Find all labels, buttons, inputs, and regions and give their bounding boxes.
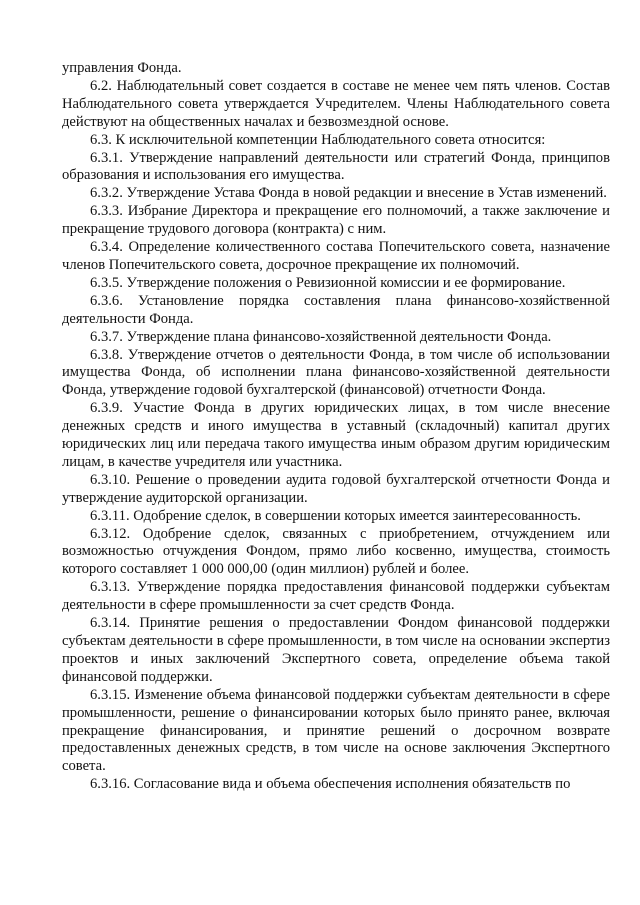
document-page	[62, 60, 610, 794]
document-paragraph: управления Фонда.	[62, 60, 182, 76]
document-paragraph: 6.3.4. Определение количественного состава Попечительского совета, назначение членов Попечительского совета, досрочное прекращение их полномочий.	[62, 239, 610, 273]
document-paragraph: 6.3.11. Одобрение сделок, в совершении которых имеется заинтересованность.	[90, 507, 581, 524]
document-paragraph: 6.3. К исключительной компетенции Наблюдательного совета относится:	[90, 131, 546, 148]
document-paragraph: 6.3.3. Избрание Директора и прекращение его полномочий, а также заключение и прекращение трудового договора (контракта) с ним.	[62, 203, 610, 238]
document-paragraph: 6.3.7. Утверждение плана финансово-хозяйственной деятельности Фонда.	[90, 328, 552, 345]
document-paragraph: 6.3.12. Одобрение сделок, связанных с приобретением, отчуждением или возможностью отчуждения Фондом, прямо либо косвенно, имущества, стоимость которого составляет 1 000 000,00 (один миллион) рублей и более.	[62, 525, 610, 578]
document-paragraph: 6.3.15. Изменение объема финансовой поддержки субъектам деятельности в сфере промышленности, решение о финансировании которых было принято ранее, включая прекращение финансирования, и принятие решений о досрочном возврате предоставленных денежных средств, в том числе на основе заключения Экспертного совета.	[62, 686, 610, 775]
document-paragraph: 6.3.16. Согласование вида и объема обеспечения исполнения обязательств по	[90, 776, 571, 793]
document-paragraph: 6.3.13. Утверждение порядка предоставления финансовой поддержки субъектам деятельности в сфере промышленности за счет средств Фонда.	[62, 579, 610, 614]
document-paragraph: 6.3.9. Участие Фонда в других юридических лицах, в том числе внесение денежных средств и иного имущества в уставный (складочный) капитал других юридических лиц или передача такого имущества иным образом другим юридическим лицам, в качестве учредителя или участника.	[62, 400, 610, 470]
document-paragraph: 6.3.2. Утверждение Устава Фонда в новой редакции и внесение в Устав изменений.	[90, 185, 607, 202]
document-paragraph: 6.3.10. Решение о проведении аудита годовой бухгалтерской отчетности Фонда и утверждение аудиторской организации.	[62, 471, 610, 506]
document-paragraph: 6.2. Наблюдательный совет создается в составе не менее чем пять членов. Состав Наблюдательного совета утверждается Учредителем. Члены Наблюдательного совета действуют на общественных началах и безвозмездной основе.	[62, 77, 610, 130]
document-paragraph: 6.3.5. Утверждение положения о Ревизионной комиссии и ее формирование.	[90, 274, 566, 291]
document-paragraph: 6.3.1. Утверждение направлений деятельности или стратегий Фонда, принципов образования и использования его имущества.	[62, 149, 610, 184]
document-paragraph: 6.3.14. Принятие решения о предоставлении Фондом финансовой поддержки субъектам деятельности в сфере промышленности, в том числе на основании экспертиз проектов и иных заключений Экспертного совета, определение объема такой финансовой поддержки.	[62, 615, 610, 685]
document-paragraph: 6.3.8. Утверждение отчетов о деятельности Фонда, в том числе об использовании имущества Фонда, об исполнении плана финансово-хозяйственной деятельности Фонда, утверждение годовой бухгалтерской (финансовой) отчетности Фонда.	[62, 346, 610, 399]
document-paragraph: 6.3.6. Установление порядка составления плана финансово-хозяйственной деятельности Фонда.	[62, 292, 610, 327]
